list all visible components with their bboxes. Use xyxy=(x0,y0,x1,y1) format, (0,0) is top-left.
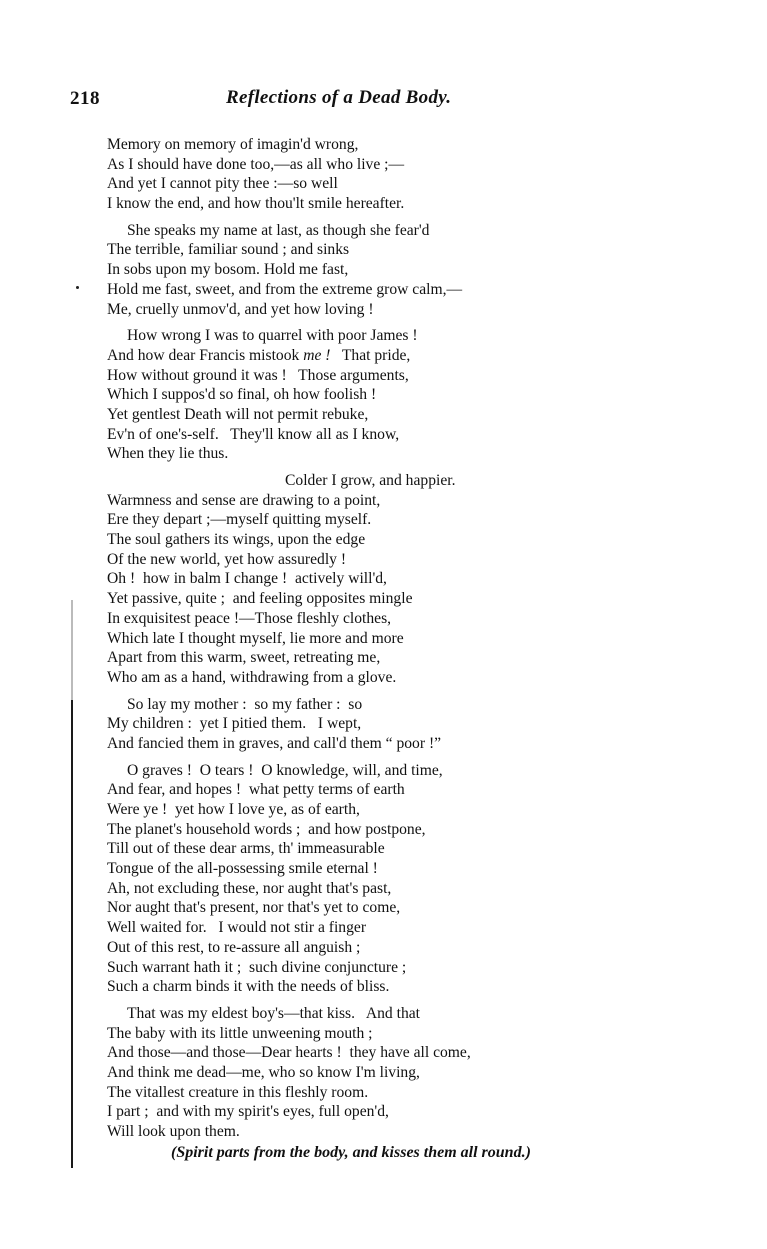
poem-line: I part ; and with my spirit's eyes, full open'd, xyxy=(107,1103,389,1121)
poem-line: In sobs upon my bosom. Hold me fast, xyxy=(107,261,349,279)
poem-line: Hold me fast, sweet, and from the extreme grow calm,— xyxy=(107,280,463,298)
stanza-2 xyxy=(107,221,567,319)
stanza-1 xyxy=(107,135,567,214)
poem-line: Ah, not excluding these, nor aught that's past, xyxy=(107,879,392,897)
poem-line: The planet's household words ; and how postpone, xyxy=(107,820,426,838)
poem-line: Me, cruelly unmov'd, and yet how loving ! xyxy=(107,300,374,318)
poem-line: When they lie thus. xyxy=(107,445,229,463)
poem-line: O graves ! O tears ! O knowledge, will, and time, xyxy=(127,761,443,779)
poem-line: In exquisitest peace !—Those fleshly clothes, xyxy=(107,609,392,627)
poem-line: Will look upon them. xyxy=(107,1123,240,1140)
poem-body xyxy=(107,135,567,1169)
stage-direction: (Spirit parts from the body, and kisses them all round.) xyxy=(171,1143,531,1161)
poem-line: That was my eldest boy's—that kiss. And that xyxy=(127,1004,420,1022)
poem-line: Which I suppos'd so final, oh how foolish ! xyxy=(107,386,377,404)
poem-line: Such a charm binds it with the needs of bliss. xyxy=(107,978,390,996)
stanza-5 xyxy=(107,695,567,754)
poem-line: Nor aught that's present, nor that's yet to come, xyxy=(107,899,401,917)
poem-line: Colder I grow, and happier. xyxy=(285,472,456,489)
stanza-4 xyxy=(107,471,567,688)
poem-line xyxy=(107,346,567,366)
stanza-6 xyxy=(107,761,567,997)
poem-line: My children : yet I pitied them. I wept, xyxy=(107,715,362,733)
line-text: That pride, xyxy=(330,346,411,364)
poem-line: Yet gentlest Death will not permit rebuke, xyxy=(107,405,369,423)
line-text: And how dear Francis mistook xyxy=(107,346,300,364)
poem-line: And fancied them in graves, and call'd them “ poor !” xyxy=(107,734,442,752)
page-number: 218 xyxy=(70,88,100,109)
poem-line: And yet I cannot pity thee :—so well xyxy=(107,175,338,193)
poem-line: And fear, and hopes ! what petty terms of earth xyxy=(107,781,405,799)
poem-line: The baby with its little unweening mouth ; xyxy=(107,1024,373,1042)
poem-line: She speaks my name at last, as though she fear'd xyxy=(127,221,430,239)
poem-line: Ev'n of one's-self. They'll know all as I know, xyxy=(107,425,400,443)
poem-line: Such warrant hath it ; such divine conjuncture ; xyxy=(107,958,407,976)
poem-line: How wrong I was to quarrel with poor James ! xyxy=(127,327,418,345)
poem-line: Till out of these dear arms, th' immeasurable xyxy=(107,840,385,858)
poem-line: Warmness and sense are drawing to a point, xyxy=(107,491,381,509)
poem-line: Were ye ! yet how I love ye, as of earth, xyxy=(107,801,360,818)
running-title: Reflections of a Dead Body. xyxy=(226,87,452,108)
margin-rule-faint xyxy=(71,600,73,700)
poem-line: The vitallest creature in this fleshly room. xyxy=(107,1083,369,1101)
stanza-7 xyxy=(107,1004,567,1163)
poem-line: And those—and those—Dear hearts ! they have all come, xyxy=(107,1044,471,1062)
poem-line: Memory on memory of imagin'd wrong, xyxy=(107,136,359,153)
poem-line: Ere they depart ;—myself quitting myself. xyxy=(107,511,372,529)
margin-rule xyxy=(71,700,73,1168)
poem-line: Apart from this warm, sweet, retreating me, xyxy=(107,649,381,667)
poem-line: Oh ! how in balm I change ! actively will'd, xyxy=(107,570,387,588)
poem-line: Which late I thought myself, lie more and more xyxy=(107,629,404,647)
poem-line: Who am as a hand, withdrawing from a glove. xyxy=(107,668,397,686)
margin-mark xyxy=(76,286,79,289)
poem-line: Of the new world, yet how assuredly ! xyxy=(107,550,347,568)
poem-line: Tongue of the all-possessing smile eternal ! xyxy=(107,860,378,878)
poem-line: The soul gathers its wings, upon the edge xyxy=(107,531,366,549)
emphasis-word: me ! xyxy=(303,346,331,364)
poem-line: Yet passive, quite ; and feeling opposites mingle xyxy=(107,590,413,608)
poem-line: As I should have done too,—as all who live ;— xyxy=(107,155,405,173)
poem-line: Out of this rest, to re-assure all anguish ; xyxy=(107,938,361,956)
poem-line: How without ground it was ! Those arguments, xyxy=(107,366,409,384)
poem-line: The terrible, familiar sound ; and sinks xyxy=(107,241,350,259)
poem-line: Well waited for. I would not stir a finger xyxy=(107,919,367,937)
poem-line: And think me dead—me, who so know I'm living, xyxy=(107,1063,420,1081)
poem-line: So lay my mother : so my father : so xyxy=(127,695,363,713)
stanza-3 xyxy=(107,326,567,464)
poem-line: I know the end, and how thou'lt smile hereafter. xyxy=(107,195,405,213)
